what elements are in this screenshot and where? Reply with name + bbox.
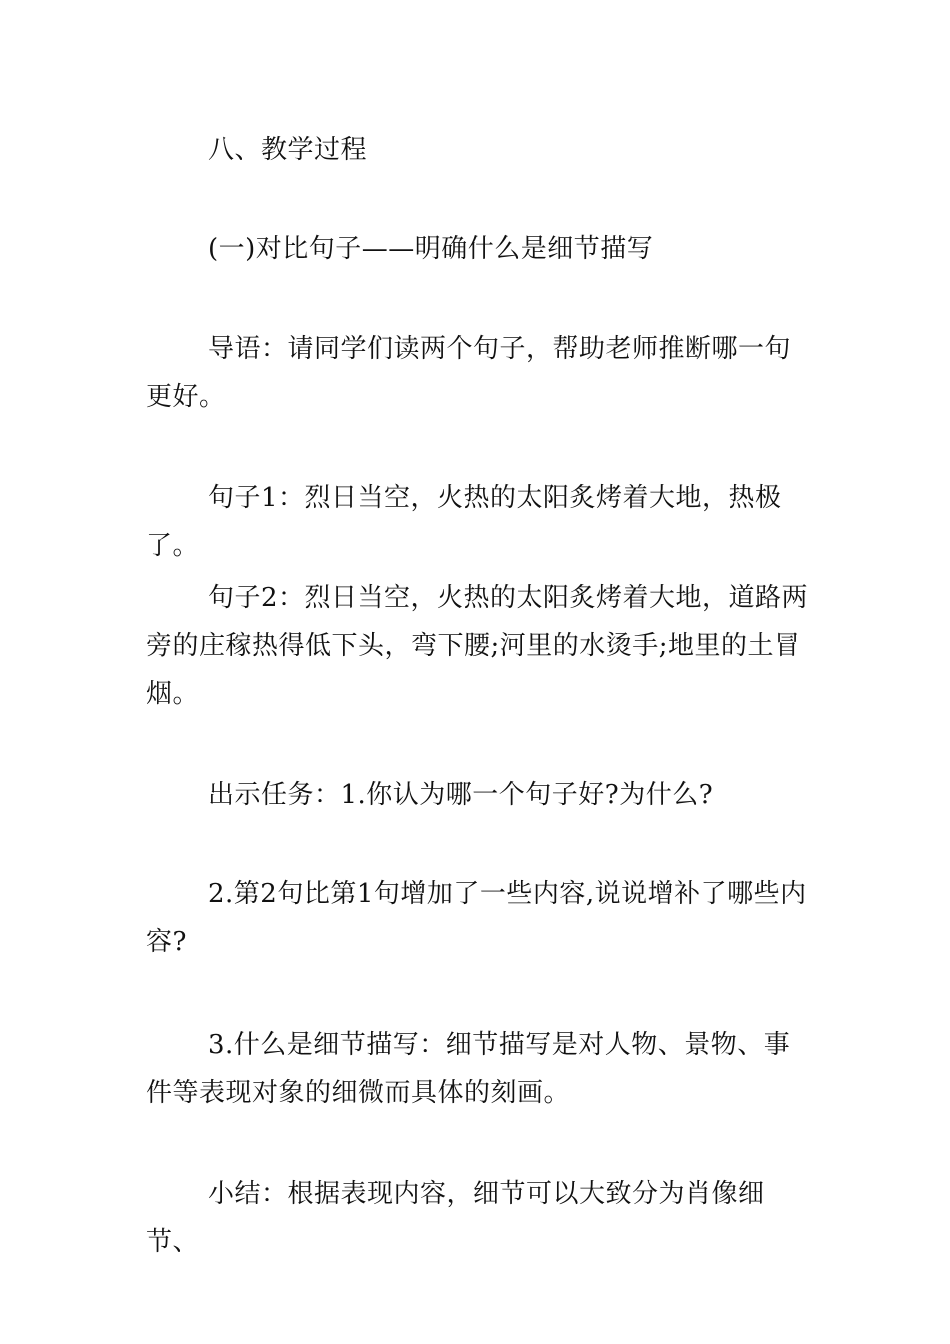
section-heading: 八、教学过程 bbox=[208, 135, 368, 165]
task-two-paragraph: 2.第2句比第1句增加了一些内容,说说增补了哪些内容? bbox=[146, 879, 807, 957]
summary-paragraph: 小结：根据表现内容，细节可以大致分为肖像细节、 bbox=[146, 1179, 765, 1257]
task-one-paragraph: 出示任务：1.你认为哪一个句子好?为什么? bbox=[208, 780, 714, 810]
sentence-one-paragraph: 句子1：烈日当空，火热的太阳炙烤着大地，热极了。 bbox=[146, 483, 782, 561]
subsection-heading: (一)对比句子——明确什么是细节描写 bbox=[208, 234, 654, 264]
intro-paragraph: 导语：请同学们读两个句子，帮助老师推断哪一句更好。 bbox=[146, 334, 792, 412]
task-three-paragraph: 3.什么是细节描写：细节描写是对人物、景物、事件等表现对象的细微而具体的刻画。 bbox=[146, 1030, 791, 1108]
sentence-two-paragraph: 句子2：烈日当空，火热的太阳炙烤着大地，道路两旁的庄稼热得低下头，弯下腰;河里的水烫手;地里的土冒烟。 bbox=[146, 583, 809, 709]
